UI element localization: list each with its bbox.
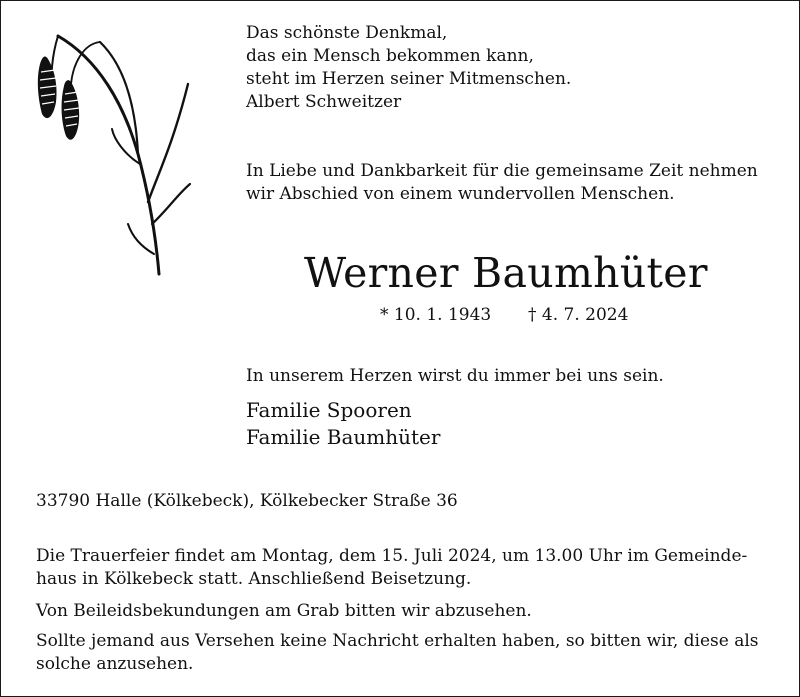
notice-note <box>36 630 776 676</box>
family-name: Familie Spooren <box>246 398 412 422</box>
death-date: † 4. 7. 2024 <box>528 305 629 325</box>
intro-text <box>246 160 758 206</box>
notice-line: Sollte jemand aus Versehen keine Nachricht erhalten haben, so bitten wir, diese als <box>36 631 759 651</box>
birth-date: * 10. 1. 1943 <box>380 305 492 325</box>
condolence-line: Von Beileidsbekundungen am Grab bitten wir abzusehen. <box>36 601 532 621</box>
funeral-info <box>36 545 776 591</box>
quote <box>246 22 571 114</box>
funeral-line: Die Trauerfeier findet am Montag, dem 15. Juli 2024, um 13.00 Uhr im Gemeinde- <box>36 546 748 566</box>
heart-line: In unserem Herzen wirst du immer bei uns sein. <box>246 366 664 386</box>
funeral-line: haus in Kölkebeck statt. Anschließend Beisetzung. <box>36 569 472 589</box>
quote-line: steht im Herzen seiner Mitmenschen. <box>246 69 572 89</box>
family-name: Familie Baumhüter <box>246 425 441 449</box>
grass-stalk-icon <box>28 24 200 280</box>
deceased-name: Werner Baumhüter <box>304 249 708 297</box>
quote-line: das ein Mensch bekommen kann, <box>246 46 534 66</box>
intro-line: In Liebe und Dankbarkeit für die gemeinsame Zeit nehmen <box>246 161 758 181</box>
quote-line: Das schönste Denkmal, <box>246 23 448 43</box>
condolence-note <box>36 600 776 623</box>
quote-author: Albert Schweitzer <box>246 92 402 112</box>
notice-line: solche anzusehen. <box>36 654 194 674</box>
intro-line: wir Abschied von einem wundervollen Menschen. <box>246 184 675 204</box>
address: 33790 Halle (Kölkebeck), Kölkebecker Straße 36 <box>36 491 458 511</box>
family-signatures <box>246 397 440 451</box>
